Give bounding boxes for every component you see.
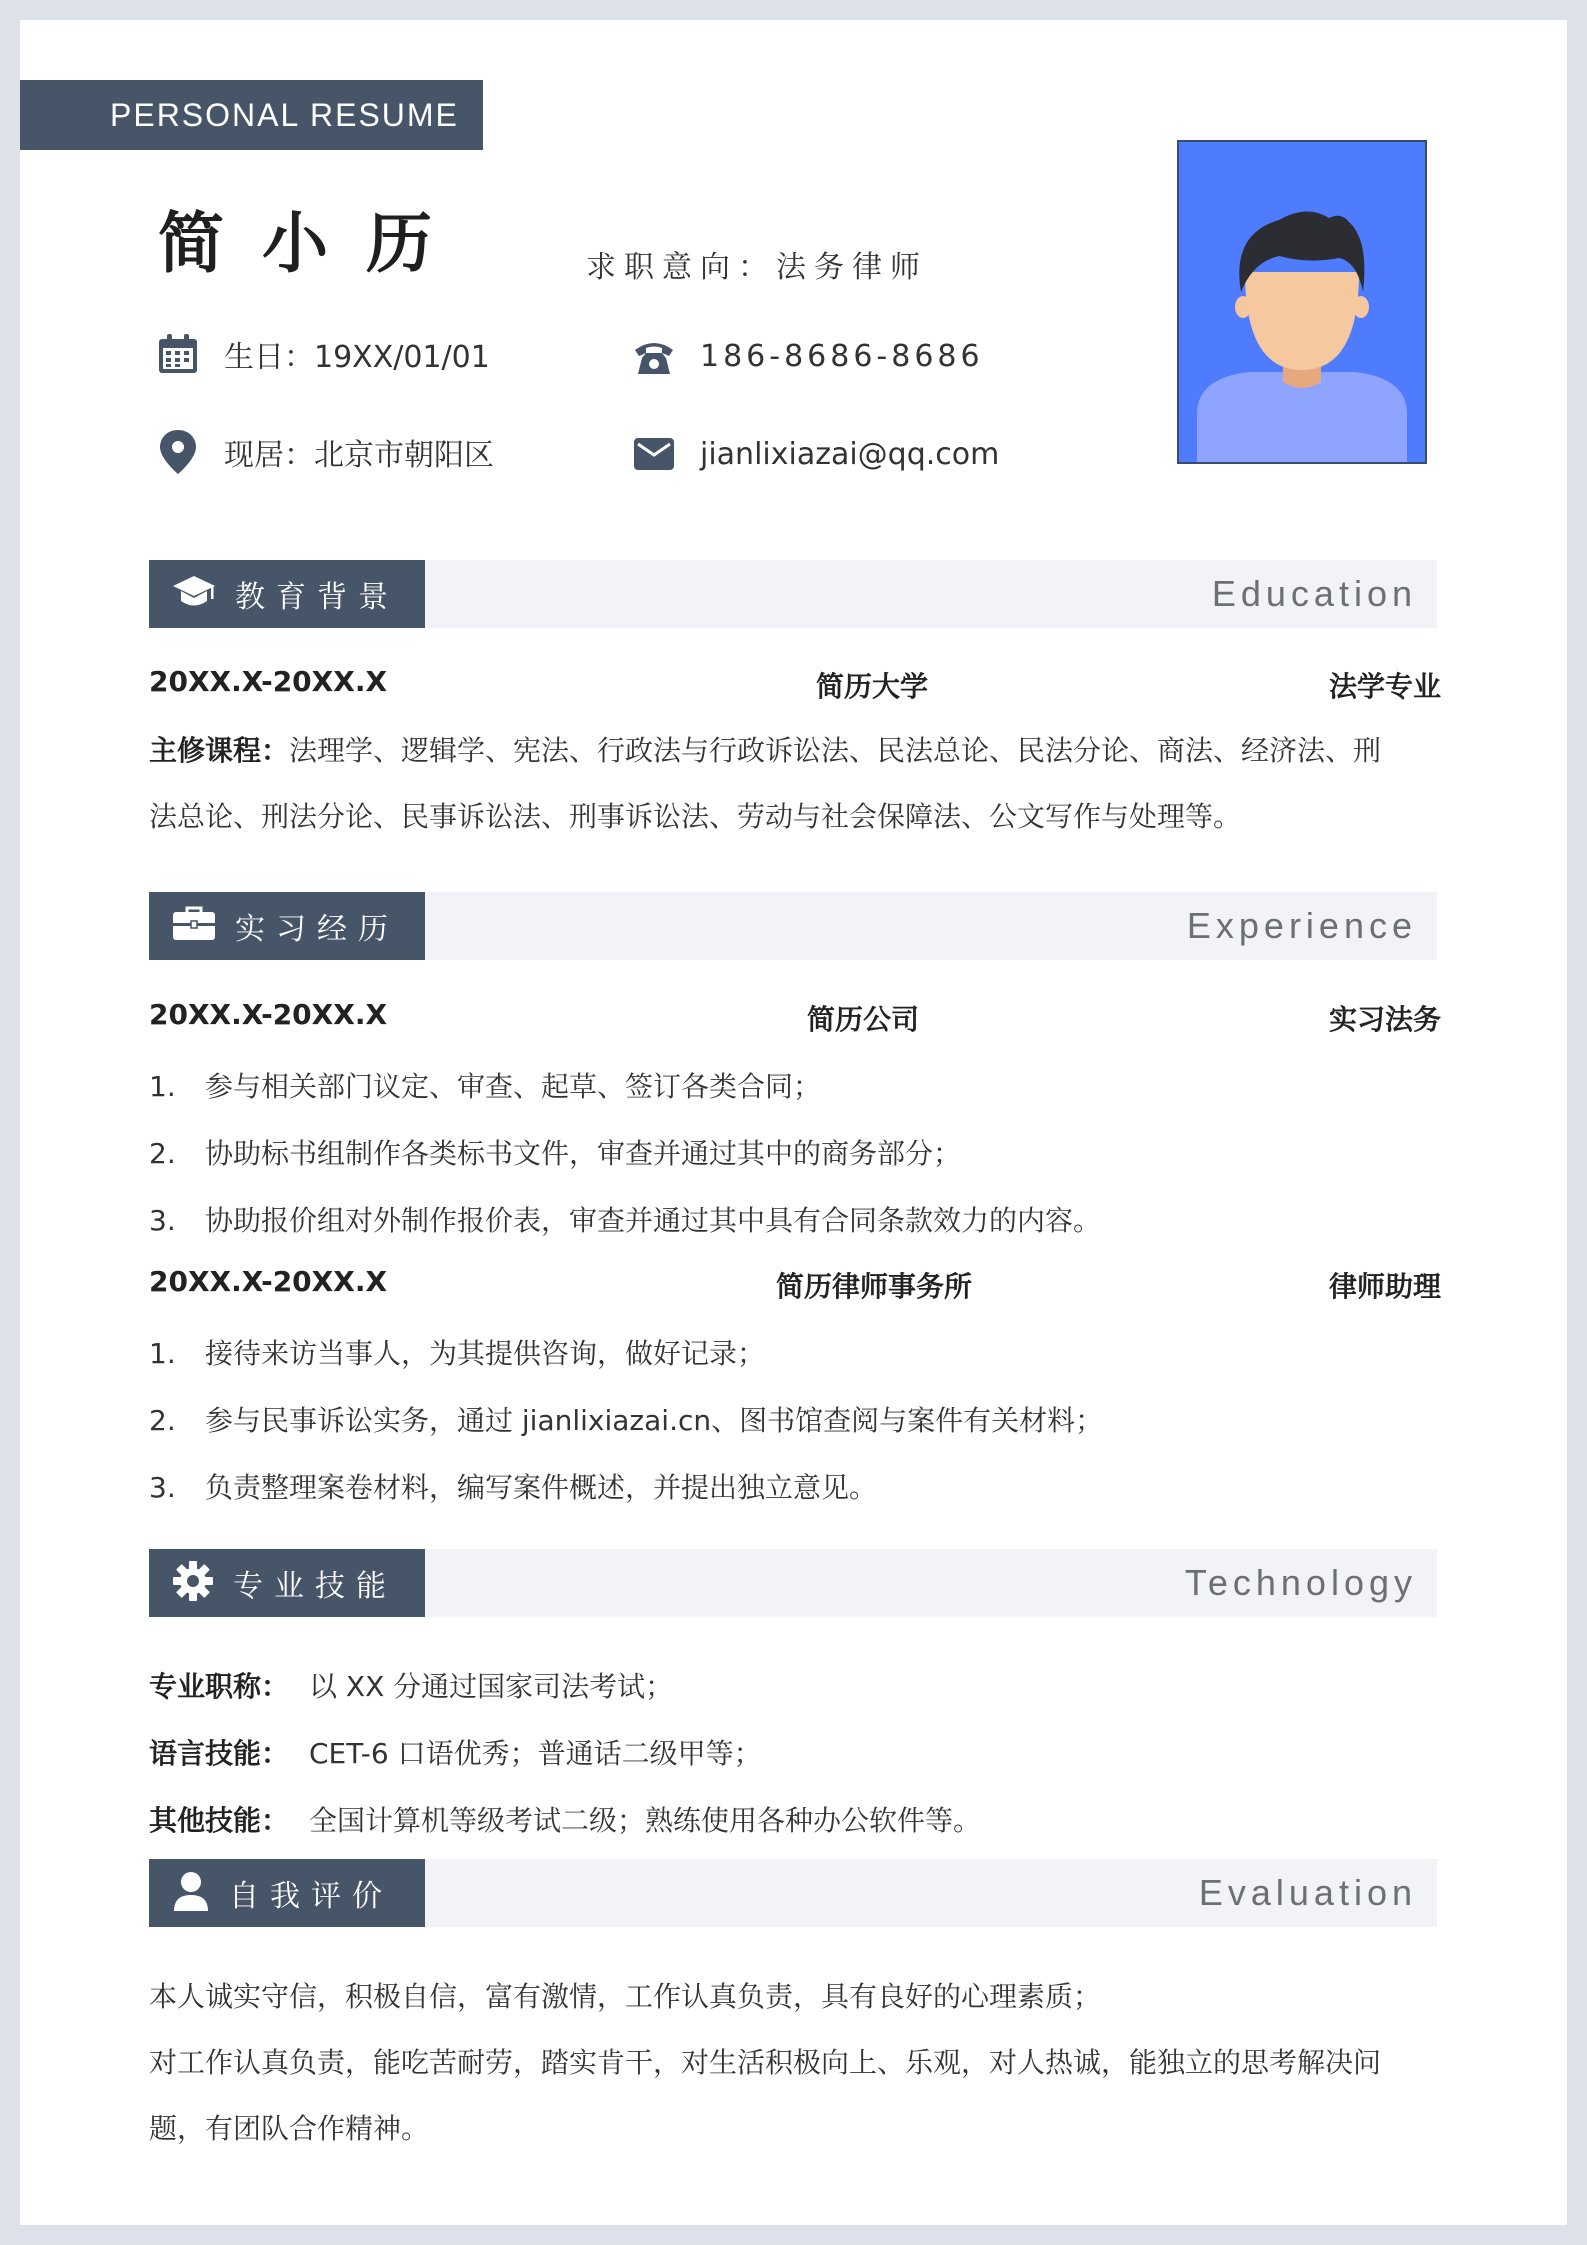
- phone-info: [630, 332, 984, 380]
- evaluation-title-en: Evaluation: [1198, 1872, 1417, 1913]
- skill-item: 专业职称： 以 XX 分通过国家司法考试；: [149, 1670, 674, 1703]
- candidate-name: 简小历: [158, 205, 470, 282]
- resume-page: [20, 20, 1567, 2225]
- user-icon: [171, 1869, 211, 1917]
- job-org: 简历律师事务所: [776, 1270, 973, 1303]
- experience-title-en: Experience: [1186, 905, 1417, 946]
- experience-header: [149, 892, 1437, 960]
- evaluation-line-1: 本人诚实守信，积极自信，富有激情，工作认真负责，具有良好的心理素质；: [149, 1980, 1102, 2013]
- calendar-icon: [154, 330, 202, 378]
- birthday-text: 生日：19XX/01/01: [224, 340, 490, 375]
- courses-line-2: 法总论、刑法分论、民事诉讼法、刑事诉讼法、劳动与社会保障法、公文写作与处理等。: [149, 800, 1242, 833]
- list-item: 2. 协助标书组制作各类标书文件，审查并通过其中的商务部分；: [149, 1137, 962, 1170]
- evaluation-header: [149, 1859, 1437, 1927]
- list-item: 3. 负责整理案卷材料，编写案件概述，并提出独立意见。: [149, 1471, 878, 1504]
- experience-title: 实习经历: [235, 912, 399, 947]
- graduation-cap-icon: [171, 572, 217, 616]
- birthday-info: [154, 330, 490, 378]
- phone-icon: [630, 332, 678, 380]
- email-info: [630, 430, 999, 478]
- location-pin-icon: [154, 428, 202, 476]
- skills-title-en: Technology: [1184, 1562, 1417, 1603]
- job-period: 20XX.X-20XX.X: [149, 998, 388, 1031]
- education-school: 简历大学: [816, 670, 929, 703]
- list-item: 3. 协助报价组对外制作报价表，审查并通过其中具有合同条款效力的内容。: [149, 1204, 1102, 1237]
- job-row: [149, 998, 1441, 1038]
- job-row: [149, 1265, 1441, 1305]
- gear-icon: [171, 1559, 215, 1607]
- list-item: 1. 参与相关部门议定、审查、起草、签订各类合同；: [149, 1070, 822, 1103]
- location-info: [154, 428, 494, 476]
- courses-label: 主修课程：: [149, 734, 290, 767]
- education-tag: [149, 560, 425, 628]
- job-period: 20XX.X-20XX.X: [149, 1265, 388, 1298]
- phone-text: 186-8686-8686: [700, 338, 984, 374]
- avatar-photo: [1177, 140, 1427, 464]
- skills-tag: [149, 1549, 425, 1617]
- job-role: 实习法务: [1328, 1003, 1441, 1036]
- skills-title: 专业技能: [233, 1569, 397, 1604]
- list-item: 2. 参与民事诉讼实务，通过 jianlixiazai.cn、图书馆查阅与案件有关材料；: [149, 1404, 1104, 1437]
- job-org: 简历公司: [807, 1003, 920, 1036]
- list-item: 1. 接待来访当事人，为其提供咨询，做好记录；: [149, 1337, 766, 1370]
- job-role: 律师助理: [1328, 1270, 1441, 1303]
- courses-text: [149, 718, 1441, 850]
- resume-banner: PERSONAL RESUME: [20, 80, 483, 150]
- education-title: 教育背景: [235, 580, 399, 615]
- education-major: 法学专业: [1328, 670, 1441, 703]
- skill-item: 其他技能： 全国计算机等级考试二级；熟练使用各种办公软件等。: [149, 1804, 982, 1837]
- skill-item: 语言技能： CET-6 口语优秀；普通话二级甲等；: [149, 1737, 762, 1770]
- briefcase-icon: [171, 904, 217, 948]
- envelope-icon: [630, 430, 678, 478]
- experience-tag: [149, 892, 425, 960]
- education-title-en: Education: [1211, 573, 1417, 614]
- location-text: 现居：北京市朝阳区: [224, 438, 494, 473]
- skills-header: [149, 1549, 1437, 1617]
- evaluation-title: 自我评价: [229, 1879, 393, 1914]
- evaluation-text: [149, 1964, 1441, 2162]
- email-text: jianlixiazai@qq.com: [700, 436, 1000, 472]
- evaluation-line-3: 题，有团队合作精神。: [149, 2112, 430, 2145]
- courses-line-1: 法理学、逻辑学、宪法、行政法与行政诉讼法、民法总论、民法分论、商法、经济法、刑: [289, 734, 1382, 767]
- education-row: [149, 665, 1441, 705]
- evaluation-tag: [149, 1859, 425, 1927]
- evaluation-line-2: 对工作认真负责，能吃苦耐劳，踏实肯干，对生活积极向上、乐观，对人热诚，能独立的思考解决问: [149, 2046, 1382, 2079]
- education-period: 20XX.X-20XX.X: [149, 665, 388, 698]
- education-header: [149, 560, 1437, 628]
- job-intent: 求职意向：法务律师: [586, 250, 928, 285]
